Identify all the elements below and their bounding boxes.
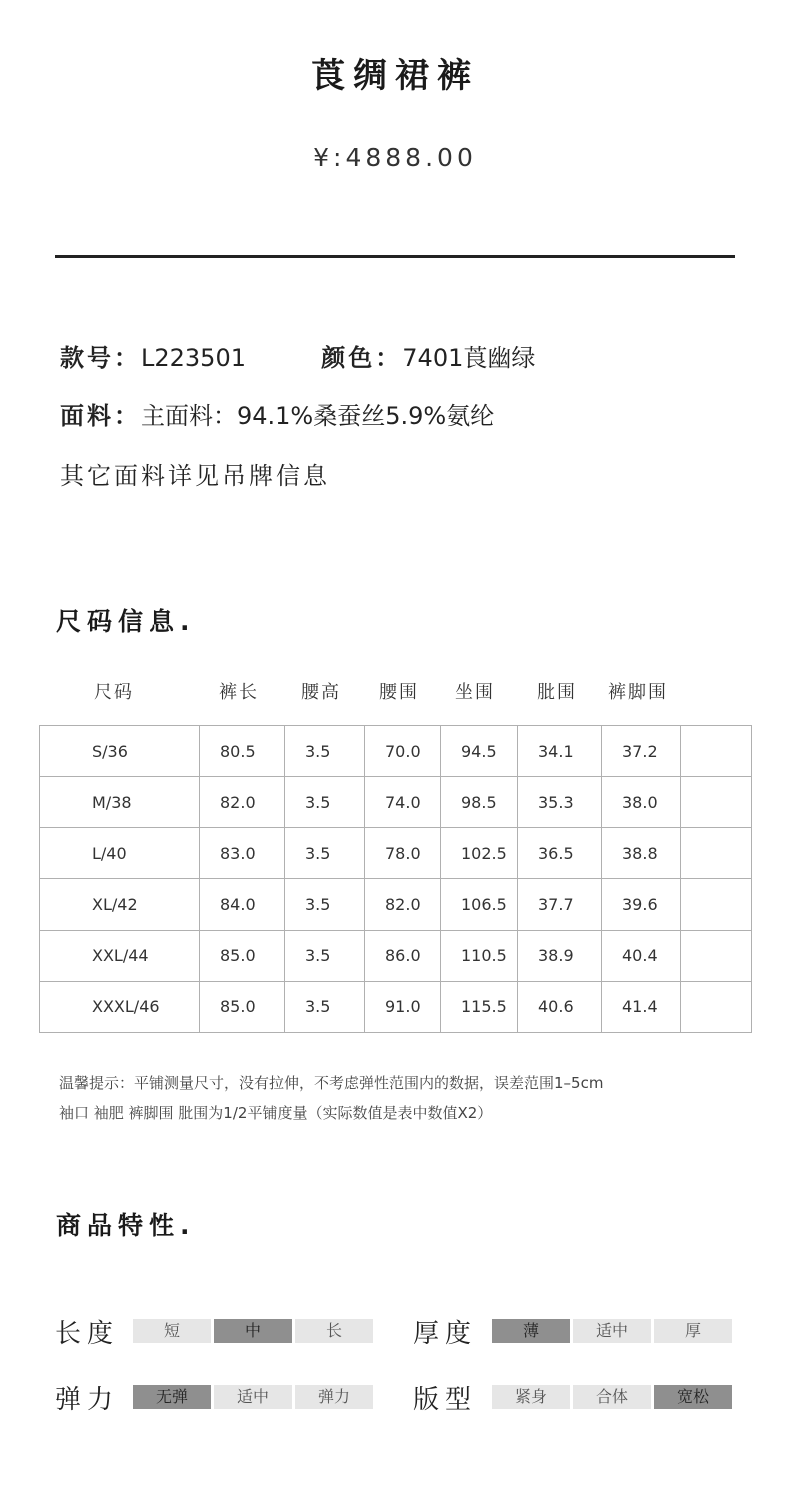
measurement-cell: 82.0 bbox=[200, 777, 285, 828]
measurement-cell: 91.0 bbox=[365, 981, 441, 1032]
empty-cell bbox=[681, 777, 752, 828]
color-label: 颜色： bbox=[321, 344, 403, 372]
feature-option-selected: 中 bbox=[214, 1319, 292, 1343]
table-row bbox=[40, 981, 752, 1032]
measurement-cell: 98.5 bbox=[441, 777, 518, 828]
empty-cell bbox=[681, 726, 752, 777]
empty-cell bbox=[681, 930, 752, 981]
column-header: 裤脚围 bbox=[608, 682, 668, 703]
measurement-cell: 38.0 bbox=[602, 777, 681, 828]
table-row bbox=[40, 777, 752, 828]
measurement-cell: 115.5 bbox=[441, 981, 518, 1032]
measurement-cell: 83.0 bbox=[200, 828, 285, 879]
measurement-cell: 37.7 bbox=[518, 879, 602, 930]
table-row bbox=[40, 828, 752, 879]
measurement-cell: 110.5 bbox=[441, 930, 518, 981]
feature-option-selected: 薄 bbox=[492, 1319, 570, 1343]
feature-label-elasticity: 弹力 bbox=[55, 1385, 120, 1415]
measurement-cell: 84.0 bbox=[200, 879, 285, 930]
measurement-cell: 3.5 bbox=[285, 981, 365, 1032]
style-color-line bbox=[60, 338, 535, 373]
column-header: 裤长 bbox=[219, 682, 259, 703]
table-row bbox=[40, 726, 752, 777]
feature-label-fit: 版型 bbox=[413, 1385, 478, 1415]
feature-option: 紧身 bbox=[492, 1385, 570, 1409]
measurement-cell: 3.5 bbox=[285, 930, 365, 981]
measurement-cell: 37.2 bbox=[602, 726, 681, 777]
feature-option: 合体 bbox=[573, 1385, 651, 1409]
measurement-cell: 39.6 bbox=[602, 879, 681, 930]
measurement-cell: 78.0 bbox=[365, 828, 441, 879]
table-row bbox=[40, 930, 752, 981]
measurement-cell: 3.5 bbox=[285, 726, 365, 777]
fabric-label: 面料： bbox=[60, 402, 141, 430]
measurement-cell: 41.4 bbox=[602, 981, 681, 1032]
style-value: L223501 bbox=[141, 344, 246, 372]
size-cell: L/40 bbox=[40, 828, 200, 879]
measurement-cell: 70.0 bbox=[365, 726, 441, 777]
measurement-cell: 80.5 bbox=[200, 726, 285, 777]
measurement-cell: 3.5 bbox=[285, 828, 365, 879]
feature-option: 厚 bbox=[654, 1319, 732, 1343]
feature-option-selected: 无弹 bbox=[133, 1385, 211, 1409]
column-header: 腰高 bbox=[301, 682, 341, 703]
measurement-cell: 34.1 bbox=[518, 726, 602, 777]
column-header: 尺码 bbox=[94, 682, 134, 703]
other-fabric-line: 其它面料详见吊牌信息 bbox=[60, 462, 330, 490]
feature-option: 短 bbox=[133, 1319, 211, 1343]
table-row bbox=[40, 879, 752, 930]
measurement-cell: 3.5 bbox=[285, 777, 365, 828]
measurement-cell: 82.0 bbox=[365, 879, 441, 930]
size-cell: M/38 bbox=[40, 777, 200, 828]
measurement-cell: 74.0 bbox=[365, 777, 441, 828]
size-note-line-1: 温馨提示：平铺测量尺寸，没有拉伸，不考虑弹性范围内的数据，误差范围1–5cm bbox=[59, 1074, 604, 1092]
feature-option: 长 bbox=[295, 1319, 373, 1343]
measurement-cell: 36.5 bbox=[518, 828, 602, 879]
size-cell: XL/42 bbox=[40, 879, 200, 930]
product-price: ¥:4888.00 bbox=[313, 143, 477, 172]
empty-cell bbox=[681, 879, 752, 930]
style-label: 款号： bbox=[60, 344, 141, 372]
feature-option: 适中 bbox=[214, 1385, 292, 1409]
color-value: 7401莨幽绿 bbox=[402, 344, 536, 372]
measurement-cell: 38.9 bbox=[518, 930, 602, 981]
feature-label-length: 长度 bbox=[55, 1319, 120, 1349]
feature-option: 弹力 bbox=[295, 1385, 373, 1409]
size-cell: XXXL/46 bbox=[40, 981, 200, 1032]
feature-label-thickness: 厚度 bbox=[413, 1319, 478, 1349]
size-cell: S/36 bbox=[40, 726, 200, 777]
size-table bbox=[39, 725, 752, 1033]
measurement-cell: 40.6 bbox=[518, 981, 602, 1032]
fabric-line bbox=[60, 396, 494, 431]
empty-cell bbox=[681, 828, 752, 879]
column-header: 坐围 bbox=[455, 682, 495, 703]
size-note-line-2: 袖口 袖肥 裤脚围 肶围为1/2平铺度量（实际数值是表中数值X2） bbox=[59, 1104, 493, 1122]
measurement-cell: 106.5 bbox=[441, 879, 518, 930]
feature-option-selected: 宽松 bbox=[654, 1385, 732, 1409]
column-header: 肶围 bbox=[537, 682, 577, 703]
measurement-cell: 94.5 bbox=[441, 726, 518, 777]
size-info-heading: 尺码信息. bbox=[56, 607, 196, 636]
column-header: 腰围 bbox=[379, 682, 419, 703]
measurement-cell: 86.0 bbox=[365, 930, 441, 981]
product-title: 莨绸裙裤 bbox=[311, 56, 479, 96]
measurement-cell: 85.0 bbox=[200, 981, 285, 1032]
measurement-cell: 40.4 bbox=[602, 930, 681, 981]
measurement-cell: 35.3 bbox=[518, 777, 602, 828]
divider bbox=[55, 255, 735, 258]
size-cell: XXL/44 bbox=[40, 930, 200, 981]
features-heading: 商品特性. bbox=[56, 1211, 196, 1240]
measurement-cell: 3.5 bbox=[285, 879, 365, 930]
measurement-cell: 38.8 bbox=[602, 828, 681, 879]
measurement-cell: 102.5 bbox=[441, 828, 518, 879]
fabric-value: 主面料：94.1%桑蚕丝5.9%氨纶 bbox=[141, 402, 495, 430]
feature-option: 适中 bbox=[573, 1319, 651, 1343]
empty-cell bbox=[681, 981, 752, 1032]
measurement-cell: 85.0 bbox=[200, 930, 285, 981]
